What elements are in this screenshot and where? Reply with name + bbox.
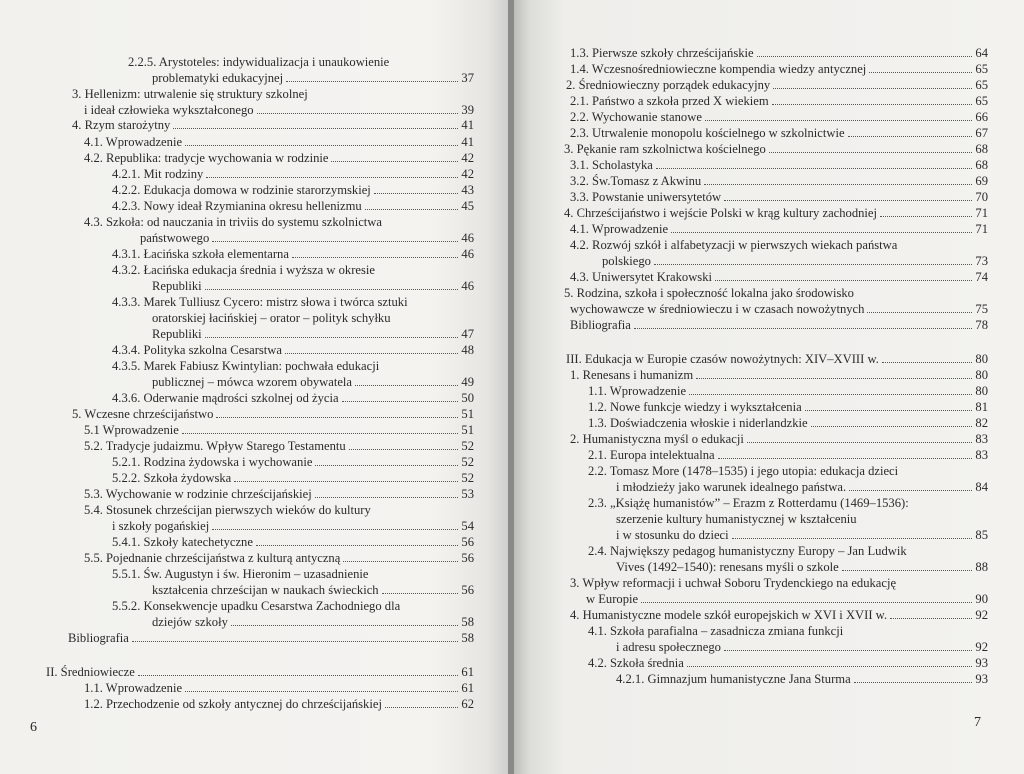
toc-entry-title: III. Edukacja w Europie czasów nowożytnych: XIV–XVIII w. (566, 352, 879, 366)
toc-entry-title: 4.3.6. Oderwanie mądrości szkolnej od życia (112, 391, 339, 405)
dot-leader (212, 241, 458, 242)
toc-entry-title: 3. Hellenizm: utrwalenie się struktury szkolnej (72, 87, 308, 101)
toc-entry-title: 5.2.1. Rodzina żydowska i wychowanie (112, 455, 313, 469)
toc-entry-page: 71 (975, 206, 988, 220)
dot-leader (257, 113, 459, 114)
toc-entry-title: 3. Wpływ reformacji i uchwał Soboru Trydenckiego na edukację (570, 576, 897, 590)
toc-entry-page: 37 (461, 71, 474, 85)
toc-entry (112, 599, 474, 613)
toc-entry-page: 80 (975, 368, 988, 382)
toc-entry (570, 222, 988, 236)
toc-entry-title: 4.1. Wprowadzenie (84, 135, 183, 149)
toc-entry-page: 92 (975, 608, 988, 622)
toc-entry (112, 359, 474, 373)
dot-leader (715, 280, 972, 281)
dot-leader (349, 449, 459, 450)
toc-entry-page: 49 (461, 375, 474, 389)
toc-entry (588, 384, 988, 398)
toc-entry-title: 5.4. Stosunek chrześcijan pierwszych wieków do kultury (84, 503, 371, 517)
toc-entry-page: 41 (461, 118, 474, 132)
toc-entry-title: 4.3. Szkoła: od nauczania in triviis do systemu szkolnictwa (84, 215, 382, 229)
toc-entry-page: 85 (975, 528, 988, 542)
toc-entry-title: 2.2.5. Arystoteles: indywidualizacja i unaukowienie (128, 55, 390, 69)
toc-entry (564, 206, 988, 220)
toc-entry-page: 46 (461, 247, 474, 261)
toc-entry-page: 71 (975, 222, 988, 236)
toc-entry-page: 64 (975, 46, 988, 60)
toc-entry-page: 84 (975, 480, 988, 494)
toc-entry (112, 567, 474, 581)
toc-entry-page: 48 (461, 343, 474, 357)
dot-leader (216, 417, 458, 418)
toc-entry-page: 56 (461, 551, 474, 565)
toc-entry-page: 42 (461, 167, 474, 181)
toc-entry (570, 368, 988, 382)
toc-entry (564, 142, 988, 156)
toc-entry (152, 375, 474, 389)
toc-entry-title: państwowego (140, 231, 210, 245)
dot-leader (374, 193, 459, 194)
toc-entry-title: 4.2.1. Gimnazjum humanistyczne Jana Sturma (616, 672, 851, 686)
dot-leader (132, 641, 459, 642)
toc-entry-page: 62 (461, 697, 474, 711)
dot-leader (869, 72, 972, 73)
toc-entry-page: 52 (461, 471, 474, 485)
toc-entry-title: 5. Wczesne chrześcijaństwo (72, 407, 214, 421)
toc-entry-title: 5.3. Wychowanie w rodzinie chrześcijańskiej (84, 487, 312, 501)
toc-entry-page: 56 (461, 535, 474, 549)
toc-entry-title: 3. Pękanie ram szkolnictwa kościelnego (564, 142, 766, 156)
toc-entry-title: Republiki (152, 327, 202, 341)
toc-entry-page: 43 (461, 183, 474, 197)
toc-entry-page: 66 (975, 110, 988, 124)
toc-entry (570, 94, 988, 108)
toc-entry-title: 4.2.3. Nowy ideał Rzymianina okresu hellenizmu (112, 199, 362, 213)
toc-entry-title: i adresu społecznego (616, 640, 721, 654)
toc-entry-title: 2. Średniowieczny porządek edukacyjny (566, 78, 771, 92)
toc-entry (616, 512, 988, 526)
toc-entry-title: 2.2. Tomasz More (1478–1535) i jego utopia: edukacja dzieci (588, 464, 899, 478)
toc-entry (564, 286, 988, 300)
toc-entry (566, 352, 988, 366)
toc-entry (152, 327, 474, 341)
toc-entry (112, 455, 474, 469)
toc-entry (112, 247, 474, 261)
dot-leader (256, 545, 458, 546)
toc-entry-page: 83 (975, 448, 988, 462)
toc-entry (616, 672, 988, 686)
toc-entry-page: 70 (975, 190, 988, 204)
toc-entry-title: 1.3. Doświadczenia włoskie i niderlandzkie (588, 416, 808, 430)
toc-entry-title: 4. Chrześcijaństwo i wejście Polski w krąg kultury zachodniej (564, 206, 878, 220)
toc-entry-title: 2.3. Utrwalenie monopolu kościelnego w szkolnictwie (570, 126, 845, 140)
toc-entry-page: 51 (461, 407, 474, 421)
dot-leader (724, 650, 972, 651)
toc-entry (570, 174, 988, 188)
toc-entry-title: 5. Rodzina, szkoła i społeczność lokalna jako środowisko (564, 286, 854, 300)
toc-entry (570, 576, 988, 590)
toc-entry (616, 480, 988, 494)
toc-entry-title: 5.2.2. Szkoła żydowska (112, 471, 232, 485)
dot-leader (842, 570, 973, 571)
toc-entry-page: 80 (975, 384, 988, 398)
toc-entry (570, 62, 988, 76)
toc-entry-page: 82 (975, 416, 988, 430)
toc-entry-title: 1.3. Pierwsze szkoły chrześcijańskie (570, 46, 754, 60)
toc-entry-title: 1.4. Wczesnośredniowieczne kompendia wiedzy antycznej (570, 62, 867, 76)
toc-entry-page: 42 (461, 151, 474, 165)
toc-entry (128, 55, 474, 69)
dot-leader (182, 433, 459, 434)
toc-entry (112, 391, 474, 405)
toc-entry-page: 41 (461, 135, 474, 149)
dot-leader (867, 312, 972, 313)
toc-entry-title: w Europie (586, 592, 639, 606)
toc-entry-title: 4. Rzym starożytny (72, 118, 171, 132)
toc-entry (72, 118, 474, 132)
toc-entry-title: 4.2.2. Edukacja domowa w rodzinie starorzymskiej (112, 183, 371, 197)
dot-leader (654, 264, 972, 265)
dot-leader (671, 232, 972, 233)
right-page (514, 0, 1024, 774)
toc-entry-page: 69 (975, 174, 988, 188)
toc-entry-title: Bibliografia (570, 318, 631, 332)
toc-entry (84, 681, 474, 695)
toc-entry (46, 665, 474, 679)
dot-leader (890, 618, 972, 619)
dot-leader (382, 593, 459, 594)
toc-entry-page: 61 (461, 681, 474, 695)
toc-entry (152, 71, 474, 85)
dot-leader (315, 497, 459, 498)
toc-entry (84, 439, 474, 453)
toc-entry-title: Republiki (152, 279, 202, 293)
toc-entry (112, 471, 474, 485)
dot-leader (747, 442, 973, 443)
toc-entry-title: oratorskiej łacińskiej – orator – polityk schyłku (152, 311, 391, 325)
toc-entry-title: 1. Renesans i humanizm (570, 368, 694, 382)
toc-entry-title: kształcenia chrześcijan w naukach świeckich (152, 583, 379, 597)
toc-entry-page: 68 (975, 142, 988, 156)
toc-entry-title: 4.1. Szkoła parafialna – zasadnicza zmiana funkcji (588, 624, 844, 638)
toc-entry (588, 624, 988, 638)
toc-entry-title: 3.2. Św.Tomasz z Akwinu (570, 174, 702, 188)
toc-entry-page: 54 (461, 519, 474, 533)
dot-leader (205, 337, 459, 338)
toc-entry-page: 78 (975, 318, 988, 332)
toc-entry (152, 615, 474, 629)
toc-entry-page: 65 (975, 62, 988, 76)
toc-entry (112, 167, 474, 181)
toc-entry-title: Vives (1492–1540): renesans myśli o szkole (616, 560, 839, 574)
toc-entry-title: 4.2.1. Mit rodziny (112, 167, 204, 181)
toc-entry-page: 83 (975, 432, 988, 446)
toc-entry-title: i młodzieży jako warunek idealnego państwa. (616, 480, 847, 494)
dot-leader (696, 378, 972, 379)
toc-entry-page: 67 (975, 126, 988, 140)
toc-entry (152, 583, 474, 597)
dot-leader (848, 136, 973, 137)
toc-entry (112, 199, 474, 213)
toc-entry (602, 254, 988, 268)
toc-entry-page: 56 (461, 583, 474, 597)
dot-leader (212, 529, 458, 530)
dot-leader (773, 88, 972, 89)
toc-entry (588, 416, 988, 430)
dot-leader (687, 666, 973, 667)
toc-entry (72, 407, 474, 421)
toc-entry-title: 2.2. Wychowanie stanowe (570, 110, 702, 124)
toc-entry (570, 110, 988, 124)
toc-entry-page: 46 (461, 279, 474, 293)
toc-entry-title: i ideał człowieka wykształconego (84, 103, 254, 117)
toc-entry-title: 3.3. Powstanie uniwersytetów (570, 190, 722, 204)
toc-entry-page: 92 (975, 640, 988, 654)
toc-entry-page: 52 (461, 455, 474, 469)
dot-leader (205, 289, 459, 290)
table-of-contents-left (0, 0, 508, 774)
toc-entry-title: Bibliografia (68, 631, 129, 645)
page-number-right: 7 (974, 715, 981, 730)
toc-entry (84, 151, 474, 165)
dot-leader (732, 538, 973, 539)
toc-entry (84, 551, 474, 565)
toc-entry (112, 519, 474, 533)
dot-leader (705, 120, 972, 121)
dot-leader (185, 145, 458, 146)
dot-leader (365, 209, 459, 210)
toc-entry-page: 51 (461, 423, 474, 437)
dot-leader (769, 152, 973, 153)
dot-leader (342, 401, 459, 402)
dot-leader (880, 216, 972, 217)
dot-leader (656, 168, 973, 169)
dot-leader (641, 602, 972, 603)
toc-entry-title: 4.3.3. Marek Tulliusz Cycero: mistrz słowa i twórca sztuki (112, 295, 408, 309)
dot-leader (231, 625, 459, 626)
toc-entry (84, 697, 474, 711)
toc-entry (68, 631, 474, 645)
toc-entry-title: II. Średniowiecze (46, 665, 135, 679)
toc-entry (616, 640, 988, 654)
toc-entry-page: 53 (461, 487, 474, 501)
toc-entry-page: 73 (975, 254, 988, 268)
toc-entry-title: 2.3. „Książę humanistów” – Erazm z Rotterdamu (1469–1536): (588, 496, 909, 510)
toc-entry (570, 46, 988, 60)
toc-entry-title: 3.1. Scholastyka (570, 158, 653, 172)
toc-entry (84, 487, 474, 501)
dot-leader (234, 481, 458, 482)
toc-entry-page: 65 (975, 94, 988, 108)
toc-entry (72, 87, 474, 101)
toc-entry-page: 46 (461, 231, 474, 245)
dot-leader (385, 707, 458, 708)
toc-entry (112, 535, 474, 549)
toc-entry-title: 5.5. Pojednanie chrześcijaństwa z kulturą antyczną (84, 551, 341, 565)
toc-entry-title: 4.3.1. Łacińska szkoła elementarna (112, 247, 289, 261)
dot-leader (882, 362, 973, 363)
toc-entry-page: 93 (975, 672, 988, 686)
toc-entry (570, 318, 988, 332)
toc-entry-title: szerzenie kultury humanistycznej w kształceniu (616, 512, 857, 526)
dot-leader (285, 353, 458, 354)
toc-entry-title: 2.4. Największy pedagog humanistyczny Europy – Jan Ludwik (588, 544, 907, 558)
toc-entry-page: 45 (461, 199, 474, 213)
dot-leader (355, 385, 458, 386)
toc-entry (570, 270, 988, 284)
toc-entry-title: i w stosunku do dzieci (616, 528, 729, 542)
dot-leader (634, 328, 973, 329)
toc-entry-page: 81 (975, 400, 988, 414)
dot-leader (206, 177, 458, 178)
toc-entry-page: 39 (461, 103, 474, 117)
dot-leader (138, 675, 459, 676)
toc-entry-title: 1.1. Wprowadzenie (84, 681, 183, 695)
toc-entry (570, 302, 988, 316)
toc-entry (140, 231, 474, 245)
toc-entry (84, 103, 474, 117)
toc-entry (570, 190, 988, 204)
toc-entry-title: 5.4.1. Szkoły katechetyczne (112, 535, 253, 549)
toc-entry-title: 4. Humanistyczne modele szkół europejskich w XVI i XVII w. (570, 608, 888, 622)
dot-leader (718, 458, 973, 459)
dot-leader (689, 394, 972, 395)
toc-entry-title: 4.3.4. Polityka szkolna Cesarstwa (112, 343, 282, 357)
dot-leader (704, 184, 972, 185)
toc-entry-title: 4.2. Republika: tradycje wychowania w rodzinie (84, 151, 329, 165)
dot-leader (849, 490, 972, 491)
toc-entry-title: 4.3. Uniwersytet Krakowski (570, 270, 713, 284)
toc-entry-title: 5.2. Tradycje judaizmu. Wpływ Starego Testamentu (84, 439, 346, 453)
toc-entry (112, 263, 474, 277)
toc-entry (588, 544, 988, 558)
toc-entry-title: problematyki edukacyjnej (152, 71, 284, 85)
toc-entry-title: 4.3.5. Marek Fabiusz Kwintylian: pochwała edukacji (112, 359, 380, 373)
toc-entry (570, 608, 988, 622)
toc-entry (570, 126, 988, 140)
toc-entry-title: publicznej – mówca wzorem obywatela (152, 375, 353, 389)
dot-leader (185, 691, 458, 692)
toc-entry-page: 88 (975, 560, 988, 574)
toc-entry-title: 2. Humanistyczna myśl o edukacji (570, 432, 744, 446)
toc-entry-page: 58 (461, 615, 474, 629)
toc-entry (84, 503, 474, 517)
toc-entry (570, 432, 988, 446)
toc-entry (152, 311, 474, 325)
dot-leader (286, 81, 458, 82)
toc-entry-title: 5.5.2. Konsekwencje upadku Cesarstwa Zachodniego dla (112, 599, 401, 613)
toc-entry (112, 343, 474, 357)
toc-entry (616, 560, 988, 574)
dot-leader (292, 257, 458, 258)
toc-entry-page: 93 (975, 656, 988, 670)
toc-entry (112, 183, 474, 197)
toc-entry (588, 656, 988, 670)
toc-entry (112, 295, 474, 309)
dot-leader (315, 465, 458, 466)
dot-leader (854, 682, 973, 683)
toc-entry (84, 423, 474, 437)
dot-leader (772, 104, 973, 105)
toc-entry-page: 68 (975, 158, 988, 172)
toc-entry (152, 279, 474, 293)
toc-entry (566, 78, 988, 92)
toc-entry-page: 74 (975, 270, 988, 284)
toc-entry-page: 52 (461, 439, 474, 453)
toc-entry-page: 47 (461, 327, 474, 341)
left-page (0, 0, 508, 774)
toc-entry (84, 135, 474, 149)
toc-entry-page: 80 (975, 352, 988, 366)
dot-leader (805, 410, 973, 411)
toc-entry-title: wychowawcze w średniowieczu i w czasach nowożytnych (570, 302, 865, 316)
toc-entry (588, 464, 988, 478)
table-of-contents-right (514, 0, 1024, 774)
toc-entry-page: 50 (461, 391, 474, 405)
toc-entry-title: 5.1 Wprowadzenie (84, 423, 179, 437)
toc-entry-title: 4.2. Szkoła średnia (588, 656, 684, 670)
toc-entry-title: i szkoły pogańskiej (112, 519, 210, 533)
dot-leader (724, 200, 972, 201)
toc-entry-title: 4.3.2. Łacińska edukacja średnia i wyższa w okresie (112, 263, 375, 277)
toc-entry-title: 1.1. Wprowadzenie (588, 384, 687, 398)
toc-entry-page: 65 (975, 78, 988, 92)
dot-leader (331, 161, 458, 162)
toc-entry-title: 1.2. Przechodzenie od szkoły antycznej do chrześcijańskiej (84, 697, 382, 711)
dot-leader (757, 56, 973, 57)
toc-entry-title: 2.1. Państwo a szkoła przed X wiekiem (570, 94, 769, 108)
toc-entry (570, 238, 988, 252)
toc-entry (586, 592, 988, 606)
toc-entry-page: 61 (461, 665, 474, 679)
toc-entry-title: 4.1. Wprowadzenie (570, 222, 669, 236)
toc-entry-title: polskiego (602, 254, 651, 268)
toc-entry (84, 215, 474, 229)
toc-entry-title: 5.5.1. Św. Augustyn i św. Hieronim – uzasadnienie (112, 567, 369, 581)
toc-entry-title: 1.2. Nowe funkcje wiedzy i wykształcenia (588, 400, 802, 414)
dot-leader (811, 426, 973, 427)
toc-entry-page: 58 (461, 631, 474, 645)
toc-entry-page: 90 (975, 592, 988, 606)
toc-entry (616, 528, 988, 542)
toc-entry-title: dziejów szkoły (152, 615, 228, 629)
toc-entry (588, 496, 988, 510)
toc-entry-page: 75 (975, 302, 988, 316)
dot-leader (343, 561, 458, 562)
toc-entry (588, 448, 988, 462)
dot-leader (173, 128, 458, 129)
page-number-left: 6 (30, 720, 37, 735)
toc-entry-title: 2.1. Europa intelektualna (588, 448, 715, 462)
toc-entry-title: 4.2. Rozwój szkół i alfabetyzacji w pierwszych wiekach państwa (570, 238, 898, 252)
toc-entry (588, 400, 988, 414)
toc-entry (570, 158, 988, 172)
